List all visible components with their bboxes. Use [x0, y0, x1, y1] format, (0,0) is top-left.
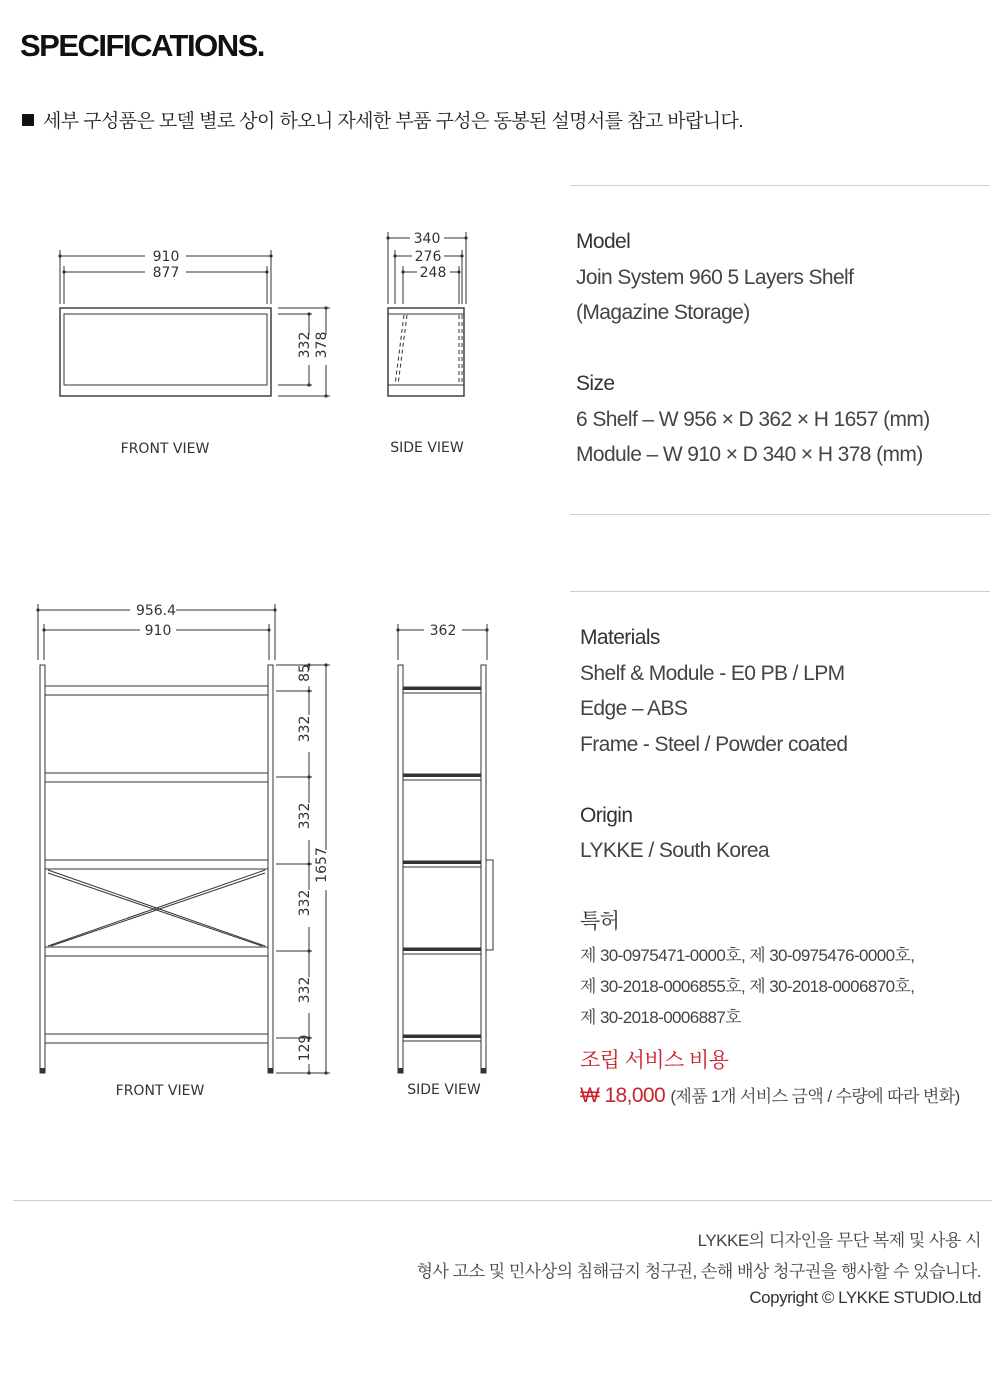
model-line-1: Join System 960 5 Layers Shelf — [576, 265, 854, 289]
dim-module-depth-inner: 248 — [419, 265, 447, 281]
patent-label: 특허 — [580, 910, 620, 933]
dim-module-width-outer: 910 — [152, 249, 180, 265]
service-price-line — [580, 1078, 960, 1115]
model-line-2: (Magazine Storage) — [576, 301, 750, 324]
materials-line-3: Frame - Steel / Powder coated — [580, 732, 848, 756]
size-line-2: Module – W 910 × D 340 × H 378 (mm) — [576, 443, 923, 466]
dim-shelf-gap-1: 332 — [297, 715, 313, 743]
size-label: Size — [576, 372, 615, 395]
materials-label: Materials — [580, 626, 660, 649]
footer-line-2: 형사 고소 및 민사상의 침해금지 청구권, 손해 배상 청구권을 행사할 수 있습니다. — [416, 1262, 981, 1281]
materials-line-1: Shelf & Module - E0 PB / LPM — [580, 661, 845, 685]
module-side-caption: SIDE VIEW — [390, 440, 464, 456]
materials-line-2: Edge – ABS — [580, 697, 688, 720]
spec-top — [576, 224, 930, 473]
patent-line-3: 제 30-2018-0006887호 — [580, 1007, 741, 1027]
module-front-caption: FRONT VIEW — [120, 441, 210, 457]
shelf-side-caption: SIDE VIEW — [407, 1082, 481, 1098]
copyright: Copyright © LYKKE STUDIO.Ltd — [749, 1288, 981, 1307]
origin-label: Origin — [580, 803, 633, 827]
dim-shelf-total-height: 1657 — [314, 847, 330, 883]
footer-line-1: LYKKE의 디자인을 무단 복제 및 사용 시 — [697, 1231, 981, 1250]
dim-module-height-outer: 378 — [314, 331, 330, 359]
model-label: Model — [576, 230, 631, 253]
patent-line-1: 제 30-0975471-0000호, 제 30-0975476-0000호, — [580, 945, 915, 965]
dim-shelf-top: 85 — [297, 664, 313, 682]
dim-shelf-width-outer: 956.4 — [135, 603, 177, 619]
page-title: SPECIFICATIONS. — [20, 28, 264, 63]
notice-text: 세부 구성품은 모델 별로 상이 하오니 자세한 부품 구성은 동봉된 설명서를 참고 바랍니다. — [43, 111, 743, 132]
dim-shelf-depth: 362 — [429, 623, 457, 639]
dim-module-depth-mid: 276 — [414, 249, 442, 265]
dim-shelf-gap-3: 332 — [297, 889, 313, 917]
dim-module-depth-outer: 340 — [413, 231, 441, 247]
service-label: 조립 서비스 비용 — [580, 1048, 729, 1072]
service-note: (제품 1개 서비스 금액 / 수량에 따라 변화) — [670, 1087, 960, 1106]
dim-shelf-width-inner: 910 — [144, 623, 172, 639]
size-line-1: 6 Shelf – W 956 × D 362 × H 1657 (mm) — [576, 407, 930, 431]
origin-value: LYKKE / South Korea — [580, 839, 770, 862]
dim-shelf-gap-2: 332 — [297, 802, 313, 830]
shelf-front-caption: FRONT VIEW — [115, 1083, 205, 1099]
dim-module-height-inner: 332 — [297, 331, 313, 359]
patent-line-2: 제 30-2018-0006855호, 제 30-2018-0006870호, — [580, 976, 915, 996]
dim-shelf-bottom: 129 — [297, 1034, 313, 1062]
service-price: ₩ 18,000 — [580, 1084, 666, 1107]
dim-module-width-inner: 877 — [152, 265, 180, 281]
dim-shelf-gap-4: 332 — [297, 976, 313, 1004]
spec-bottom — [580, 620, 960, 1115]
